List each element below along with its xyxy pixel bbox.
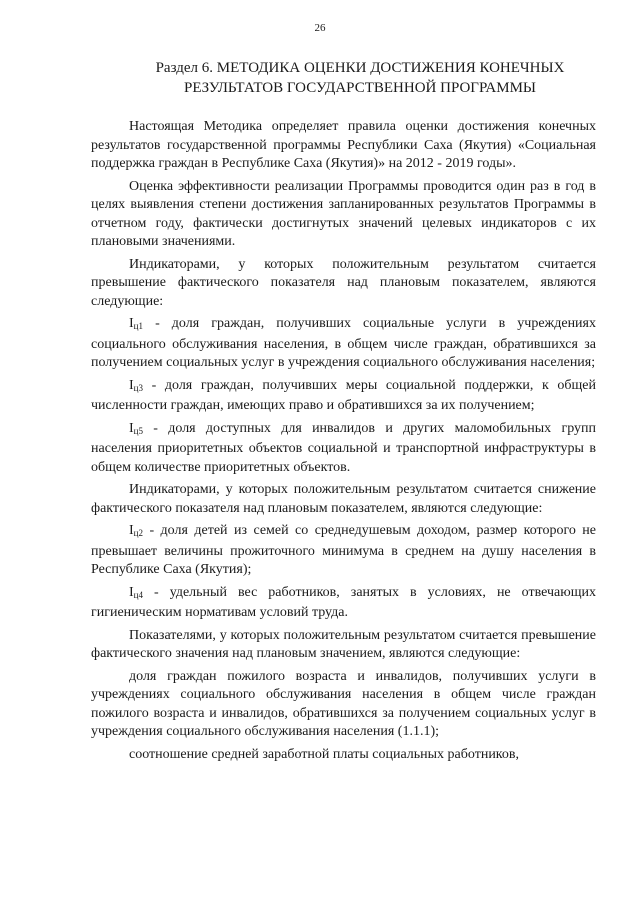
indicator-symbol: I	[129, 316, 134, 331]
indicator-paragraph	[91, 522, 596, 580]
indicator-text: - доля граждан, получивших меры социальной поддержки, к общей численности граждан, имеющих право и обратившихся за их получением;	[91, 377, 596, 413]
indicator-symbol: I	[129, 377, 134, 393]
paragraph: соотношение средней заработной платы социальных работников,	[129, 746, 520, 762]
indicator-symbol: I	[129, 584, 134, 600]
indicator-paragraph	[91, 377, 596, 416]
indicator-paragraph	[91, 420, 596, 478]
page-number: 26	[314, 22, 326, 34]
section-title	[100, 58, 620, 98]
indicator-paragraph	[91, 584, 596, 623]
indicator-subscript: ц4	[133, 589, 143, 600]
indicator-subscript: ц3	[133, 382, 143, 393]
indicator-subscript: ц5	[133, 425, 143, 436]
indicator-text: - доля детей из семей со среднедушевым доходом, размер которого не превышает величины прожиточного минимума в среднем на душу населения в Республике Саха (Якутия);	[91, 523, 596, 577]
title-line-1: Раздел 6. МЕТОДИКА ОЦЕНКИ ДОСТИЖЕНИЯ КОНЕЧНЫХ	[155, 60, 565, 76]
paragraph: Индикаторами, у которых положительным результатом считается превышение фактического показателя над плановым показателем, являются следующие:	[91, 256, 596, 309]
indicator-paragraph	[91, 315, 596, 373]
indicator-symbol: I	[129, 523, 134, 538]
indicator-text: - удельный вес работников, занятых в условиях, не отвечающих гигиеническим нормативам условий труда.	[91, 584, 596, 620]
paragraph: Оценка эффективности реализации Программы проводится один раз в год в целях выявления степени достижения запланированных результатов Программы в отчетном году, фактически достигнутых значений целевых индикаторов с их плановыми значениями.	[91, 178, 596, 249]
indicator-text: - доля граждан, получивших социальные услуги в учреждениях социального обслуживания населения, в общем числе граждан, обратившихся за получением социальных услуг в учреждения социального обслуживания населения;	[91, 316, 596, 370]
indicator-text: - доля доступных для инвалидов и других маломобильных групп населения приоритетных объектов социальной и транспортной инфраструктуры в общем количестве приоритетных объектов.	[91, 420, 596, 475]
indicator-symbol: I	[129, 420, 134, 436]
title-line-2: РЕЗУЛЬТАТОВ ГОСУДАРСТВЕННОЙ ПРОГРАММЫ	[183, 80, 536, 96]
document-body	[91, 118, 596, 768]
paragraph: Индикаторами, у которых положительным результатом считается снижение фактического показателя над плановым показателем, являются следующие:	[91, 482, 596, 516]
indicator-subscript: ц2	[133, 528, 143, 538]
paragraph: Настоящая Методика определяет правила оценки достижения конечных результатов государственной программы Республики Саха (Якутия) «Социальная поддержка граждан в Республике Саха (Якутия)» на 2012 - 2019 годы».	[91, 119, 596, 171]
indicator-subscript: ц1	[133, 321, 143, 331]
paragraph: доля граждан пожилого возраста и инвалидов, получивших услуги в учреждениях социального обслуживания населения в общем числе граждан пожилого возраста и инвалидов, обратившихся за получением социальных услуг в учреждения социального обслуживания населения (1.1.1);	[91, 668, 596, 739]
paragraph: Показателями, у которых положительным результатом считается превышение фактического значения над плановым значением, являются следующие:	[91, 627, 596, 661]
